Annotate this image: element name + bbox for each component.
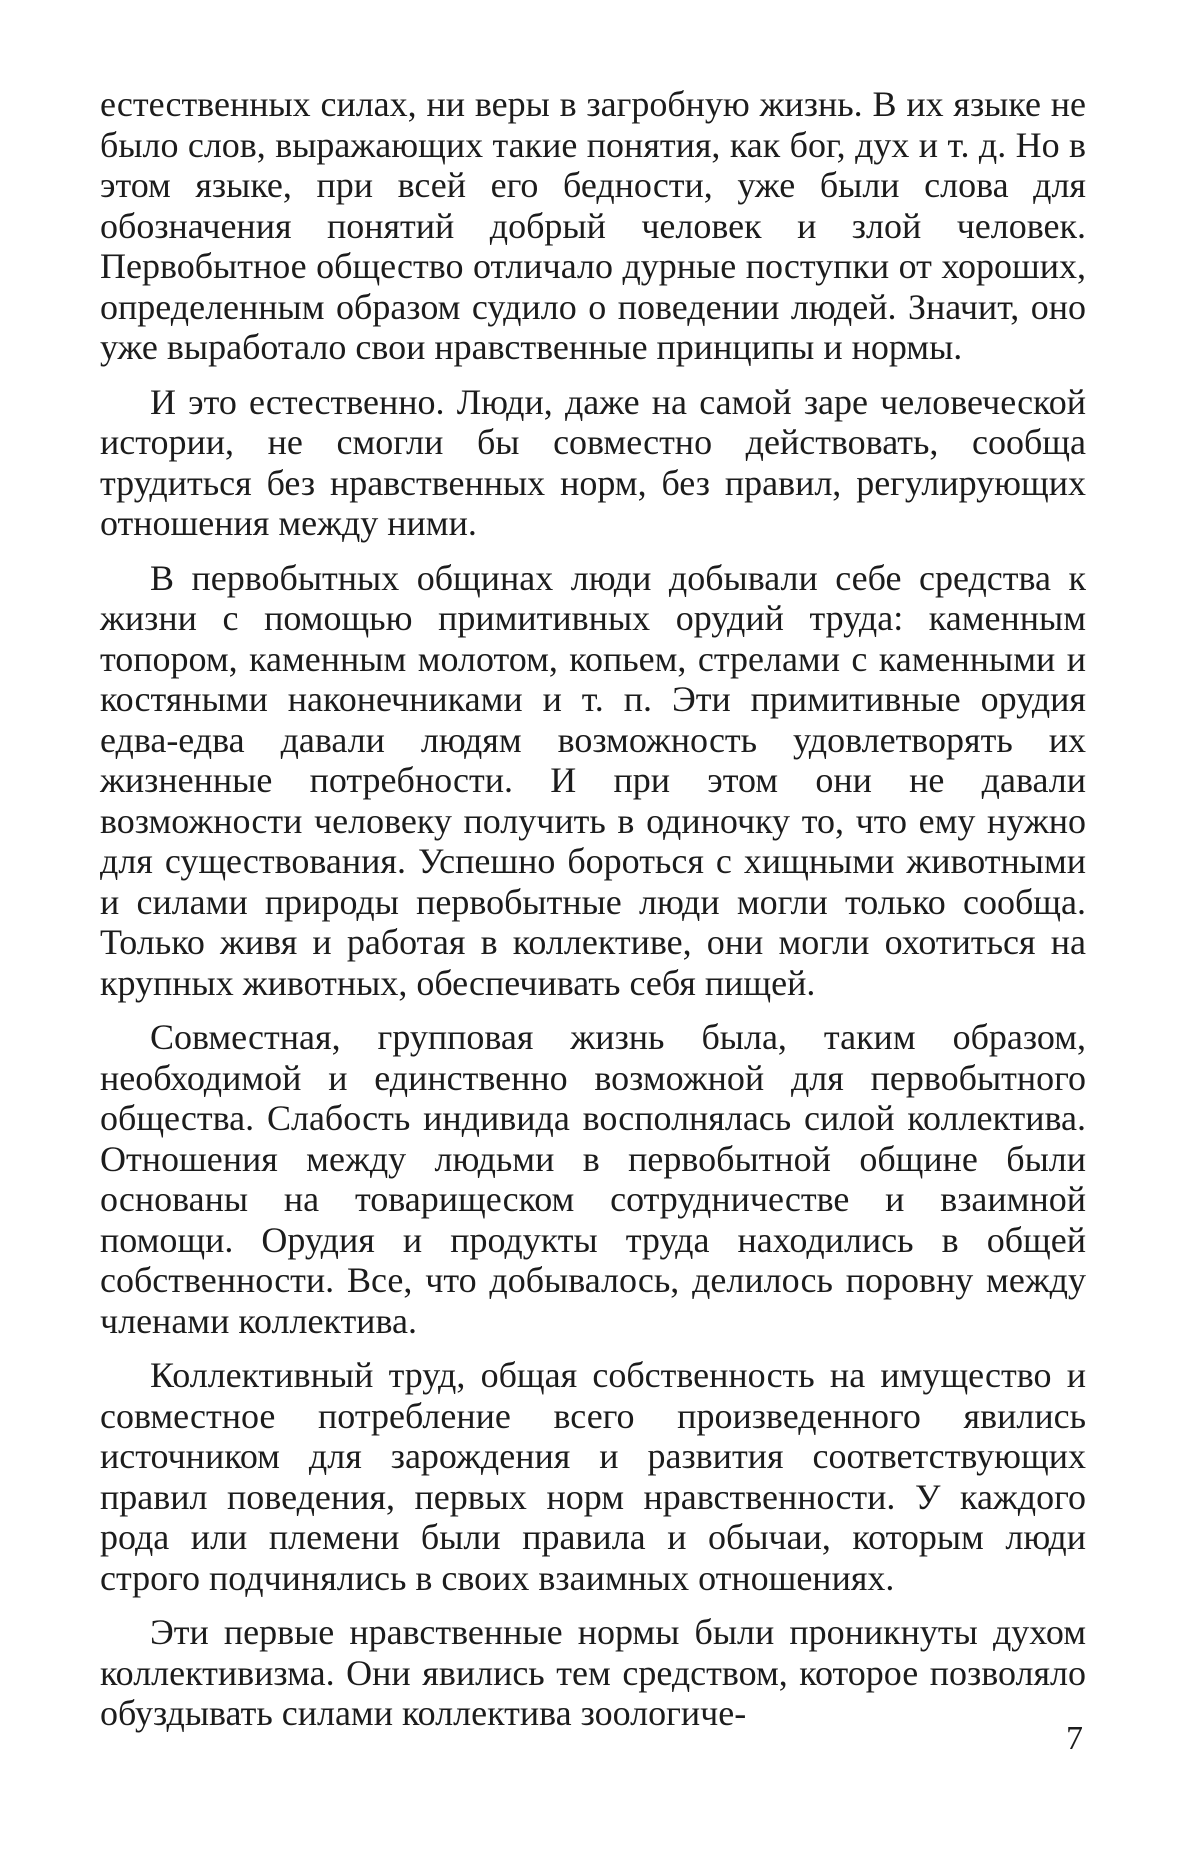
paragraph-1: естественных силах, ни веры в загробную жизнь. В их языке не было слов, выражающих такие понятия, как бог, дух и т. д. Но в этом языке, при всей его бедности, уже были слова для обозначения понятий добрый человек и злой человек. Первобытное общество отличало дурные поступки от хороших, определенным образом судило о поведении людей. Значит, оно уже выработало свои нравственные принципы и нормы. (100, 84, 1086, 367)
paragraph-2: И это естественно. Люди, даже на самой заре человеческой истории, не смогли бы совместно действовать, сообща трудиться без нравственных норм, без правил, регулирующих отношения между ними. (100, 381, 1086, 543)
paragraph-3: В первобытных общинах люди добывали себе средства к жизни с помощью примитивных орудий труда: каменным топором, каменным молотом, копьем, стрелами с каменными и костяными наконечниками и т. п. Эти примитивные орудия едва-едва давали людям возможность удовлетворять их жизненные потребности. И при этом они не давали возможности человеку получить в одиночку то, что ему нужно для существования. Успешно бороться с хищными животными и силами природы первобытные люди могли только сообща. Только живя и работая в коллективе, они могли охотиться на крупных животных, обеспечивать себя пищей. (100, 557, 1086, 1003)
paragraph-4: Совместная, групповая жизнь была, таким образом, необходимой и единственно возможной для первобытного общества. Слабость индивида восполнялась силой коллектива. Отношения между людьми в первобытной общине были основаны на товарищеском сотрудничестве и взаимной помощи. Орудия и продукты труда находились в общей собственности. Все, что добывалось, делилось поровну между членами коллектива. (100, 1017, 1086, 1341)
page-number: 7 (1066, 1720, 1083, 1757)
page-body (100, 84, 1086, 1748)
paragraph-5: Коллективный труд, общая собственность на имущество и совместное потребление всего произведенного явились источником для зарождения и развития соответствующих правил поведения, первых норм нравственности. У каждого рода или племени были правила и обычаи, которым люди строго подчинялись в своих взаимных отношениях. (100, 1355, 1086, 1598)
paragraph-6: Эти первые нравственные нормы были проникнуты духом коллективизма. Они явились тем средством, которое позволяло обуздывать силами коллектива зоологиче- (100, 1612, 1086, 1733)
